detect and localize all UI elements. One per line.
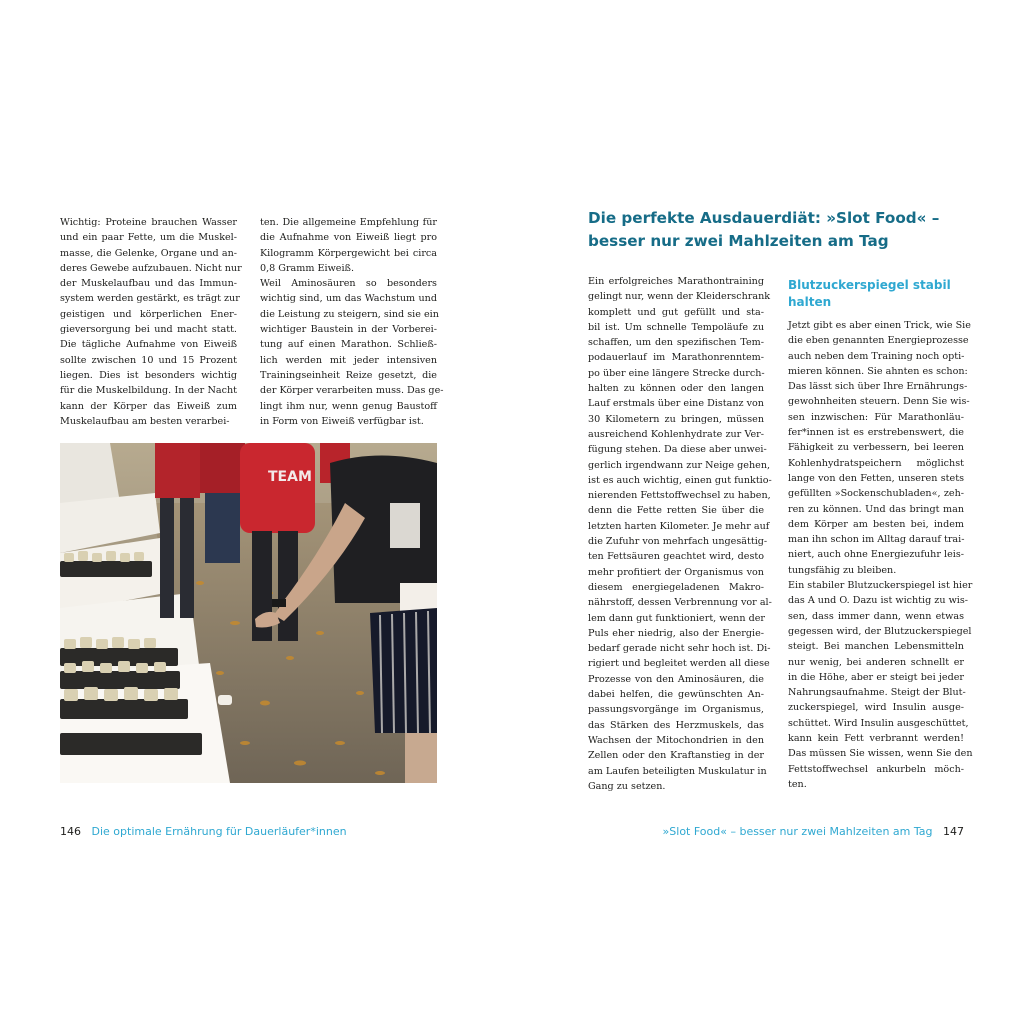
text-line: deres Gewebe aufzubauen. Nicht nur [60, 262, 242, 274]
paragraph [260, 215, 437, 276]
text-line: und ein paar Fette, um die Muskel- [60, 232, 237, 244]
text-line: Kilogramm Körpergewicht bei circa [260, 247, 437, 259]
text-line: Lauf erstmals über eine Distanz von [588, 398, 764, 410]
text-line: komplett und gut gefüllt und sta- [588, 306, 764, 318]
text-line: lange von den Fetten, unseren stets [788, 472, 964, 484]
text-line: Ein stabiler Blutzuckerspiegel ist hier [788, 580, 973, 592]
text-line: Fähigkeit zu verbessern, bei leeren [788, 442, 964, 454]
text-line: diesem energiegeladenen Makro- [588, 581, 764, 593]
left-text-column-2 [260, 215, 444, 429]
text-line: Zellen oder den Kraftanstieg in der [588, 750, 764, 762]
section-subheading [788, 277, 968, 311]
text-line: letzten harten Kilometer. Je mehr auf [588, 520, 770, 532]
text-line: die Zufuhr von mehrfach ungesättig- [588, 536, 768, 548]
running-head: »Slot Food« – besser nur zwei Mahlzeiten am Tag [662, 825, 933, 838]
text-line: Fettstoffwechsel ankurbeln möch- [788, 763, 964, 775]
text-line: nährstoff, dessen Verbrennung vor al- [588, 597, 772, 609]
text-line: für die Muskelbildung. In der Nacht [60, 385, 237, 397]
text-line: wichtig sind, um das Wachstum und [260, 293, 437, 305]
chapter-title-line: Die perfekte Ausdauerdiät: »Slot Food« – [588, 209, 940, 227]
text-line: zuckerspiegel, wird Insulin ausge- [788, 702, 964, 714]
text-line: Kohlenhydratspeichern möglichst [788, 457, 964, 469]
right-page-footer [663, 825, 964, 839]
text-line: Wichtig: Proteine brauchen Wasser [60, 217, 237, 228]
text-line: tung auf einen Marathon. Schließ- [260, 339, 437, 351]
photo-illustration [60, 443, 437, 783]
text-line: Gang zu setzen. [588, 780, 666, 792]
running-head: Die optimale Ernährung für Dauerläufer*innen [91, 825, 347, 838]
text-line: die Leistung zu steigern, sind sie ein [260, 308, 439, 320]
left-page-footer [60, 825, 347, 839]
chapter-title [588, 207, 948, 253]
text-line: ten Fettsäuren geachtet wird, desto [588, 551, 764, 563]
text-line: mieren können. Sie ahnten es schon: [788, 365, 968, 377]
text-line: nierenden Fettstoffwechsel zu haben, [588, 490, 771, 502]
text-line: po über eine längere Strecke durch- [588, 367, 765, 379]
marathon-refreshment-station-photo [60, 443, 437, 783]
text-line: sen, dass immer dann, wenn etwas [788, 610, 964, 622]
text-line: schüttet. Wird Insulin ausgeschüttet, [788, 717, 969, 729]
text-line: fer*innen ist es erstrebenswert, die [788, 427, 964, 439]
text-line: in die Höhe, aber er steigt bei jeder [788, 671, 964, 683]
text-line: der Muskelaufbau und das Immun- [60, 278, 237, 290]
text-line: halten zu können oder den langen [588, 383, 764, 395]
text-line: mehr profitiert der Organismus von [588, 566, 764, 578]
text-line: Nahrungsaufnahme. Steigt der Blut- [788, 687, 966, 699]
right-text-column-1 [588, 274, 772, 794]
text-line: lingt ihm nur, wenn genug Baustoff [260, 400, 437, 412]
paragraph [588, 274, 772, 794]
subheading-line: Blutzuckerspiegel stabil [788, 278, 951, 292]
text-line: bil ist. Um schnelle Tempoläufe zu [588, 321, 764, 333]
text-line: kann kein Fett verbrannt werden! [788, 733, 964, 745]
chapter-title-line: besser nur zwei Mahlzeiten am Tag [588, 232, 889, 250]
text-line: gerlich irgendwann zur Neige gehen, [588, 459, 771, 471]
text-line: geistigen und körperlichen Ener- [60, 308, 237, 320]
text-line: gieversorgung bei und macht statt. [60, 324, 237, 336]
text-line: lem dann gut funktioniert, wenn der [588, 612, 765, 624]
photo-shirt-text: TEAM [268, 469, 312, 485]
right-text-column-2 [788, 318, 973, 792]
text-line: ist es auch wichtig, einen gut funktio- [588, 474, 772, 486]
text-line: Das müssen Sie wissen, wenn Sie den [788, 748, 973, 760]
text-line: am Laufen beteiligten Muskulatur in [588, 765, 767, 777]
text-line: gelingt nur, wenn der Kleiderschrank [588, 291, 771, 303]
text-line: in Form von Eiweiß verfügbar ist. [260, 415, 424, 427]
text-line: Jetzt gibt es aber einen Trick, wie Sie [788, 320, 971, 331]
text-line: die Aufnahme von Eiweiß liegt pro [260, 232, 437, 244]
text-line: Trainingseinheit Reize gesetzt, die [260, 369, 437, 381]
text-line: gefüllten »Sockenschubladen«, zeh- [788, 488, 964, 500]
text-line: passungsvorgänge im Organismus, [588, 704, 764, 716]
text-line: kann der Körper das Eiweiß zum [60, 400, 237, 412]
text-line: wichtiger Baustein in der Vorberei- [260, 324, 437, 336]
text-line: podauerlauf im Marathonrenntem- [588, 352, 764, 364]
text-line: Weil Aminosäuren so besonders [260, 278, 437, 290]
text-line: denn die Fette retten Sie über die [588, 505, 764, 517]
paragraph [260, 276, 444, 429]
text-line: gegessen wird, der Blutzuckerspiegel [788, 625, 972, 637]
text-line: Das lässt sich über Ihre Ernährungs- [788, 381, 968, 393]
text-line: auch neben dem Training noch opti- [788, 350, 965, 362]
text-line: Ein erfolgreiches Marathontraining [588, 276, 764, 287]
text-line: das A und O. Dazu ist wichtig zu wis- [788, 595, 969, 607]
text-line: tungsfähig zu bleiben. [788, 564, 897, 576]
page-number: 146 [60, 825, 81, 838]
text-line: 0,8 Gramm Eiweiß. [260, 262, 355, 274]
text-line: der Körper verarbeiten muss. Das ge- [260, 385, 444, 397]
text-line: liegen. Dies ist besonders wichtig [60, 369, 237, 381]
text-line: ausreichend Kohlenhydrate zur Ver- [588, 428, 764, 440]
text-line: Puls eher niedrig, also der Energie- [588, 627, 764, 639]
text-line: ten. [788, 778, 807, 790]
text-line: 30 Kilometern zu bringen, müssen [588, 413, 764, 425]
paragraph [788, 578, 973, 792]
text-line: dem Körper am besten bei, indem [788, 518, 964, 530]
text-line: ten. Die allgemeine Empfehlung für [260, 217, 437, 228]
text-line: bedarf gerade nicht sehr hoch ist. Di- [588, 643, 771, 655]
text-line: niert, auch ohne Energiezufuhr leis- [788, 549, 964, 561]
text-line: masse, die Gelenke, Organe und an- [60, 247, 237, 259]
paragraph [60, 215, 242, 429]
text-line: Muskelaufbau am besten verarbei- [60, 415, 230, 427]
paragraph [788, 318, 971, 578]
text-line: sen inzwischen: Für Marathonläu- [788, 411, 964, 423]
subheading-line: halten [788, 295, 832, 309]
text-line: Wachsen der Mitochondrien in den [588, 734, 764, 746]
text-line: system werden gestärkt, es trägt zur [60, 293, 240, 305]
text-line: steigt. Bei manchen Lebensmitteln [788, 641, 964, 653]
text-line: rigiert und begleitet werden all diese [588, 658, 770, 670]
text-line: lich werden mit jeder intensiven [260, 354, 437, 366]
text-line: nur wenig, bei anderen schnellt er [788, 656, 964, 668]
text-line: schaffen, um den spezifischen Tem- [588, 337, 764, 349]
text-line: ren zu können. Und das bringt man [788, 503, 964, 515]
page-number: 147 [943, 825, 964, 838]
text-line: fügung stehen. Da diese aber unwei- [588, 444, 767, 456]
text-line: das Stärken des Herzmuskels, das [588, 719, 764, 731]
text-line: Die tägliche Aufnahme von Eiweiß [60, 339, 237, 351]
text-line: die eben genannten Energieprozesse [788, 335, 969, 347]
text-line: gewohnheiten steuern. Denn Sie wis- [788, 396, 970, 408]
text-line: man ihn schon im Alltag darauf trai- [788, 534, 965, 546]
text-line: dabei helfen, die gewünschten An- [588, 689, 764, 701]
left-text-column-1 [60, 215, 242, 429]
text-line: Prozesse von den Aminosäuren, die [588, 673, 764, 685]
text-line: sollte zwischen 10 und 15 Prozent [60, 354, 237, 366]
